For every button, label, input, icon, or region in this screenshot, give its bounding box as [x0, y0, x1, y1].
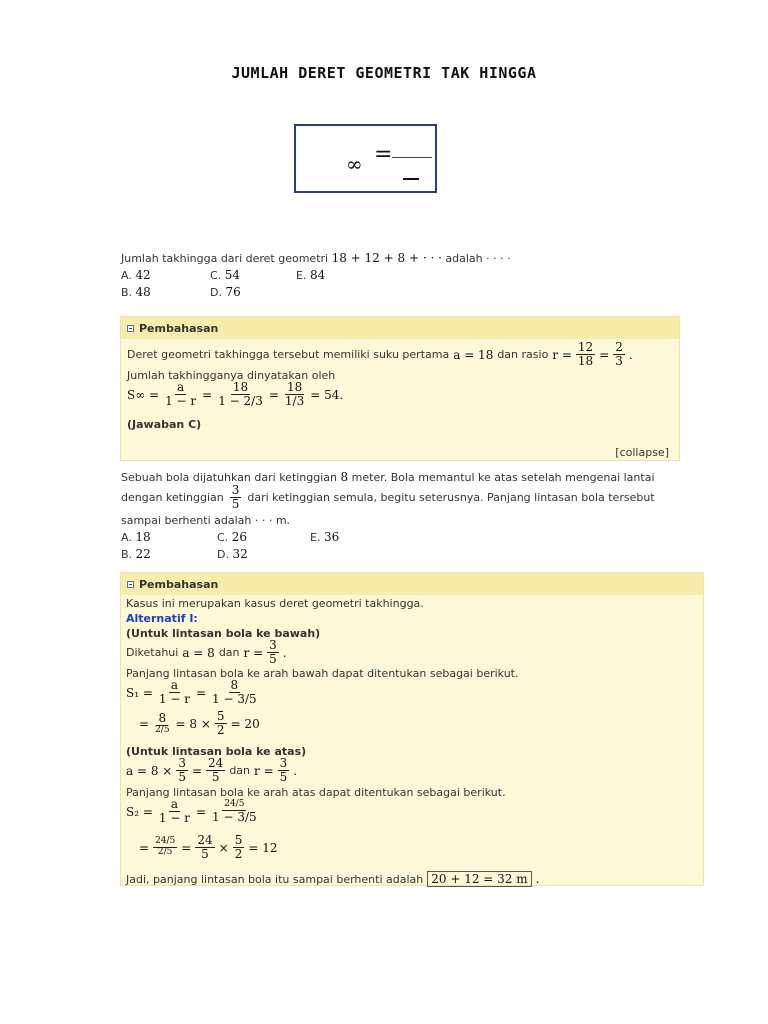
collapse-link[interactable]: [collapse] — [615, 446, 669, 459]
option-c: C. 54 — [210, 268, 240, 282]
q2-option-d: D. 32 — [217, 547, 248, 561]
formula-image — [294, 124, 437, 193]
up-path-text: Panjang lintasan bola ke arah atas dapat ditentukan sebagai berikut. — [126, 786, 506, 799]
answer-label: (Jawaban C) — [127, 418, 202, 431]
fraction: $\frac{12}{18}$ — [577, 340, 594, 369]
question-2-line-3: sampai berhenti adalah · · · m. — [121, 514, 291, 527]
fraction-line-top — [392, 157, 432, 158]
q2-option-c: C. 26 — [217, 530, 247, 544]
solution-1-formula: S∞ = $\frac{a}{1 - r}$ = $\frac{18}{1 - 2/3}$ = $\frac{18}{1/3}$ = 54. — [127, 380, 344, 409]
page-title: JUMLAH DERET GEOMETRI TAK HINGGA — [231, 64, 537, 82]
s2-formula-cont: = $\frac{24/5}{2/5}$ = $\frac{24}{5}$ × $\frac{5}{2}$ = 12 — [139, 833, 278, 862]
fraction: $\frac{2}{3}$ — [615, 340, 623, 369]
solution-panel-1-header[interactable]: Pembahasan — [121, 317, 679, 339]
s1-formula-cont: = $\frac{8}{2/5}$ = 8 × $\frac{5}{2}$ = 20 — [139, 709, 260, 738]
boxed-answer: 20 + 12 = 32 m — [427, 871, 531, 887]
up-path-values: a = 8 × $\frac{3}{5}$ = $\frac{24}{5}$ dan r = $\frac{3}{5}$ . — [126, 756, 298, 785]
solution-panel-1 — [120, 316, 680, 461]
solution-1-line-2: Jumlah takhingganya dinyatakan oleh — [127, 369, 336, 382]
solution-2-intro: Kasus ini merupakan kasus deret geometri takhingga. — [126, 597, 424, 610]
down-path-heading: (Untuk lintasan bola ke bawah) — [126, 627, 321, 640]
option-a: A. 42 — [121, 268, 151, 282]
final-answer: Jadi, panjang lintasan bola itu sampai berhenti adalah 20 + 12 = 32 m . — [126, 872, 540, 886]
q2-option-a: A. 18 — [121, 530, 151, 544]
s1-formula: S₁ = $\frac{a}{1 - r}$ = $\frac{8}{1 - 3/5}$ — [126, 678, 257, 707]
alternative-label: Alternatif I: — [126, 612, 198, 625]
solution-1-line-1: Deret geometri takhingga tersebut memiliki suku pertama a = 18 dan rasio r = $\frac{12}{18}$ = $\frac{2}{3}$ . — [127, 340, 633, 369]
q2-option-e: E. 36 — [310, 530, 340, 544]
down-path-text: Panjang lintasan bola ke arah bawah dapat ditentukan sebagai berikut. — [126, 667, 519, 680]
up-path-heading: (Untuk lintasan bola ke atas) — [126, 745, 307, 758]
question-2-line-2: dengan ketinggian $\frac{3}{5}$ dari ketinggian semula, begitu seterusnya. Panjang lintasan bola tersebut — [121, 483, 655, 512]
option-d: D. 76 — [210, 285, 241, 299]
known-values: Diketahui a = 8 dan r = $\frac{3}{5}$ . — [126, 638, 287, 667]
collapse-toggle-icon[interactable] — [127, 581, 134, 588]
q2-option-b: B. 22 — [121, 547, 151, 561]
infinity-symbol: ∞ — [346, 152, 363, 176]
question-2-line-1: Sebuah bola dijatuhkan dari ketinggian 8 meter. Bola memantul ke atas setelah mengenai lantai — [121, 470, 655, 484]
option-b: B. 48 — [121, 285, 151, 299]
fraction-line-bottom — [403, 178, 419, 180]
solution-panel-2-header[interactable]: Pembahasan — [121, 573, 703, 595]
collapse-toggle-icon[interactable] — [127, 325, 134, 332]
solution-panel-2 — [120, 572, 704, 886]
equals-sign: = — [374, 142, 393, 167]
question-1-text: Jumlah takhingga dari deret geometri 18 + 12 + 8 + · · · adalah · · · · — [121, 251, 511, 265]
s2-formula: S₂ = $\frac{a}{1 - r}$ = $\frac{24/5}{1 - 3/5}$ — [126, 797, 257, 826]
option-e: E. 84 — [296, 268, 326, 282]
